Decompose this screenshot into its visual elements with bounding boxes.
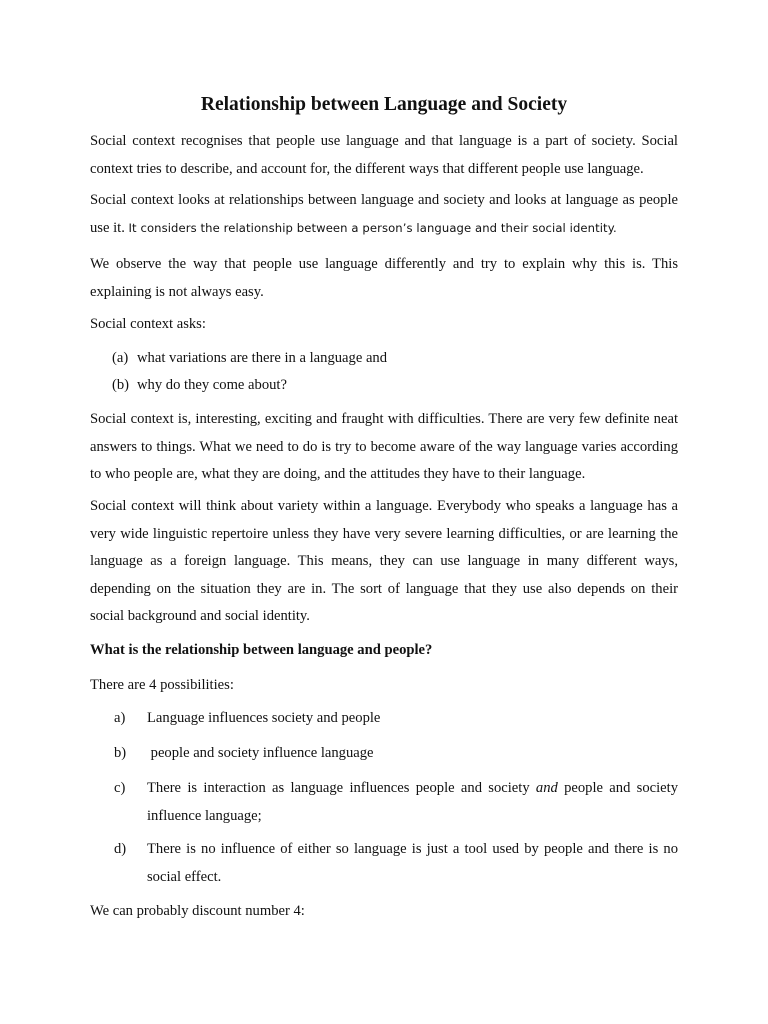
list-text-emphasis: and <box>535 780 558 796</box>
list-text: why do they come about? <box>137 377 287 393</box>
list-marker: (b) <box>112 377 130 393</box>
list-marker: b) <box>114 745 127 761</box>
list-text: There is no influence of either so language is just a tool used by people and there is no social effect. <box>147 841 678 885</box>
paragraph-variety: Social context will think about variety within a language. Everybody who speaks a language has a very wide linguistic repertoire unless they have very severe learning difficulties, or are learning the language as a foreign language. This means, they can use language in many different ways, depending on the situation they are in. The sort of language that they use also depends on their social background and social identity. <box>90 498 678 624</box>
list-item <box>112 372 612 399</box>
list-marker: a) <box>114 710 126 726</box>
paragraph-possibilities-intro: There are 4 possibilities: <box>90 677 234 693</box>
list-marker: (a) <box>112 350 129 366</box>
paragraph-discount: We can probably discount number 4: <box>90 903 305 919</box>
list-text: Language influences society and people <box>147 710 381 726</box>
paragraph-asks-intro: Social context asks: <box>90 316 206 332</box>
paragraph-observe: We observe the way that people use language differently and try to explain why this is. This explaining is not always easy. <box>90 256 678 300</box>
page-title: Relationship between Language and Society <box>200 94 568 115</box>
list-item <box>112 345 612 372</box>
list-text-end: people and society influence language; <box>147 780 678 824</box>
list-text-start: There is interaction as language influences people and society <box>147 780 536 796</box>
list-text: people and society influence language <box>147 745 374 761</box>
paragraph-interesting: Social context is, interesting, exciting and fraught with difficulties. There are very few definite neat answers to things. What we need to do is try to become aware of the way language varies according to who people are, what they are doing, and the attitudes they have to their language. <box>90 411 678 482</box>
list-marker: d) <box>114 841 127 857</box>
paragraph-relationships-identity: It considers the relationship between a person’s language and their social identity. <box>128 220 617 235</box>
paragraph-intro: Social context recognises that people use language and that language is a part of society. Social context tries to describe, and account for, the different ways that different people use language. <box>90 133 678 177</box>
list-text <box>147 775 678 830</box>
list-text: what variations are there in a language and <box>137 350 388 366</box>
section-heading: What is the relationship between language and people? <box>90 642 433 658</box>
list-marker: c) <box>114 780 126 796</box>
paragraph-relationships <box>90 187 678 242</box>
paragraph-relationships-text: Social context looks at relationships between language and society and looks at language as people use it. <box>90 192 678 236</box>
